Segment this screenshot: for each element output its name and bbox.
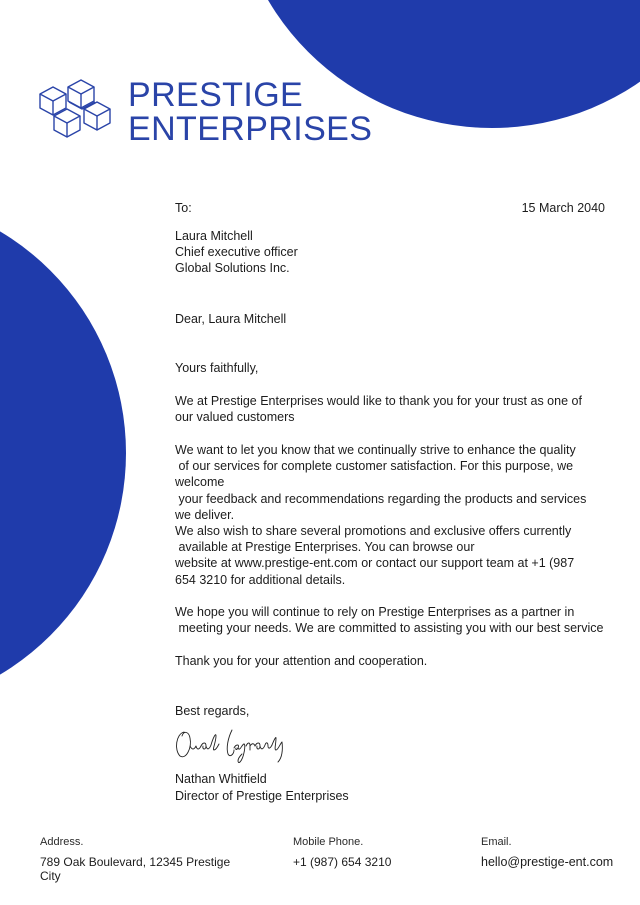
address-line: 789 Oak Boulevard, 12345 Prestige <box>40 855 231 869</box>
paragraph-line: website at www.prestige-ent.com or contact our support team at +1 (987 <box>175 556 575 571</box>
paragraph-line: We hope you will continue to rely on Prestige Enterprises as a partner in <box>175 605 575 619</box>
paragraph-line: your feedback and recommendations regarding the products and services <box>175 491 587 506</box>
signer-title: Director of Prestige Enterprises <box>175 789 349 803</box>
paragraph-line: We also wish to share several promotions and exclusive offers currently <box>175 524 572 539</box>
paragraph-line: available at Prestige Enterprises. You can browse our <box>175 540 475 555</box>
paragraph-line: welcome <box>175 475 225 490</box>
brand-name-line1: PRESTIGE <box>128 76 304 114</box>
letter-date: 15 March 2040 <box>521 201 605 215</box>
brand-name <box>128 78 372 146</box>
paragraph-line: Thank you for your attention and cooperation. <box>175 654 428 668</box>
paragraph-line: we deliver. <box>175 507 235 522</box>
paragraph-line: 654 3210 for additional details. <box>175 572 346 587</box>
email-address: hello@prestige-ent.com <box>481 855 614 869</box>
salutation: Dear, Laura Mitchell <box>175 312 287 326</box>
address-value <box>40 855 230 883</box>
closing-line: Best regards, <box>175 704 250 718</box>
phone-number: +1 (987) 654 3210 <box>293 855 392 869</box>
paragraph-line: of our services for complete customer satisfaction. For this purpose, we <box>175 459 574 474</box>
decorative-circle-left <box>0 195 126 711</box>
recipient-title: Chief executive officer <box>175 245 298 259</box>
opening-line: Yours faithfully, <box>175 361 259 375</box>
signer-name: Nathan Whitfield <box>175 772 267 786</box>
recipient-company: Global Solutions Inc. <box>175 261 290 275</box>
brand-name-line2: ENTERPRISES <box>128 110 373 148</box>
address-label: Address. <box>40 836 84 848</box>
body-paragraph-4 <box>175 653 427 669</box>
body-paragraph-3 <box>175 604 603 636</box>
address-line: City <box>40 869 61 883</box>
phone-value <box>293 855 391 869</box>
paragraph-line: We at Prestige Enterprises would like to thank you for your trust as one of <box>175 394 582 408</box>
body-paragraph-2 <box>175 442 586 588</box>
to-label: To: <box>175 201 192 215</box>
phone-label: Mobile Phone. <box>293 836 364 848</box>
recipient-name: Laura Mitchell <box>175 229 253 243</box>
paragraph-line: our valued customers <box>175 410 295 425</box>
stacked-cubes-icon <box>38 78 116 140</box>
signature-image <box>172 724 290 764</box>
email-value <box>481 855 613 869</box>
body-paragraph-1 <box>175 393 582 425</box>
paragraph-line: meeting your needs. We are committed to assisting you with our best service <box>175 621 604 636</box>
paragraph-line: We want to let you know that we continually strive to enhance the quality <box>175 443 576 457</box>
email-label: Email. <box>481 836 512 848</box>
